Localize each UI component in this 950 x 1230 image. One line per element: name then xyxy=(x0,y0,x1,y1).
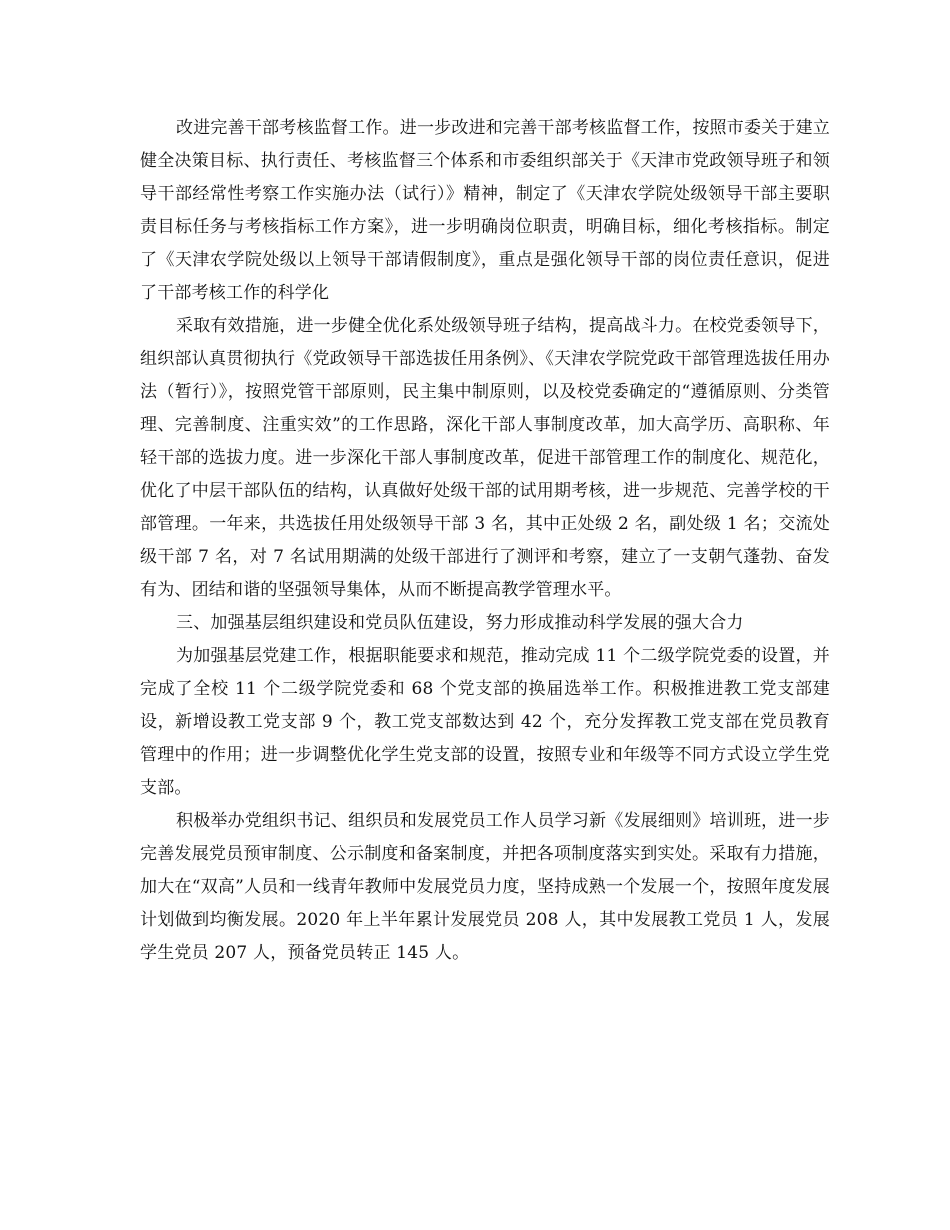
paragraph-grassroots-party-building: 为加强基层党建工作，根据职能要求和规范，推动完成 11 个二级学院党委的设置，并完成了全校 11 个二级学院党委和 68 个党支部的换届选举工作。积极推进教工党支部建设，新增设教工党支部 9 个，教工党支部数达到 42 个，充分发挥教工党支部在党员教育管理中的作用；进一步调整优化学生党支部的设置，按照专业和年级等不同方式设立学生党支部。 xyxy=(140,646,830,798)
paragraph-leadership-structure: 采取有效措施，进一步健全优化系处级领导班子结构，提高战斗力。在校党委领导下，组织部认真贯彻执行《党政领导干部选拔任用条例》、《天津农学院党政干部管理选拔任用办法（暂行）》，按照党管干部原则，民主集中制原则，以及校党委确定的“遵循原则、分类管理、完善制度、注重实效”的工作思路，深化干部人事制度改革，加大高学历、高职称、年轻干部的选拔力度。进一步深化干部人事制度改革，促进干部管理工作的制度化、规范化，优化了中层干部队伍的结构，认真做好处级干部的试用期考核，进一步规范、完善学校的干部管理。一年来，共选拔任用处级领导干部 3 名，其中正处级 2 名，副处级 1 名；交流处级干部 7 名，对 7 名试用期满的处级干部进行了测评和考察，建立了一支朝气蓬勃、奋发有为、团结和谐的坚强领导集体，从而不断提高教学管理水平。 xyxy=(140,316,830,600)
paragraph-cadre-assessment: 改进完善干部考核监督工作。进一步改进和完善干部考核监督工作，按照市委关于建立健全决策目标、执行责任、考核监督三个体系和市委组织部关于《天津市党政领导班子和领导干部经常性考察工作实施办法（试行）》精神，制定了《天津农学院处级领导干部主要职责目标任务与考核指标工作方案》，进一步明确岗位职责，明确目标，细化考核指标。制定了《天津农学院处级以上领导干部请假制度》，重点是强化领导干部的岗位责任意识，促进了干部考核工作的科学化 xyxy=(140,118,830,303)
paragraph-party-member-development: 积极举办党组织书记、组织员和发展党员工作人员学习新《发展细则》培训班，进一步完善发展党员预审制度、公示制度和备案制度，并把各项制度落实到实处。采取有力措施，加大在“双高”人员和一线青年教师中发展党员力度，坚持成熟一个发展一个，按照年度发展计划做到均衡发展。2020 年上半年累计发展党员 208 人，其中发展教工党员 1 人，发展学生党员 207 人，预备党员转正 145 人。 xyxy=(140,811,830,963)
document-body xyxy=(140,112,830,970)
section-heading-grassroots: 三、加强基层组织建设和党员队伍建设，努力形成推动科学发展的强大合力 xyxy=(176,613,744,633)
